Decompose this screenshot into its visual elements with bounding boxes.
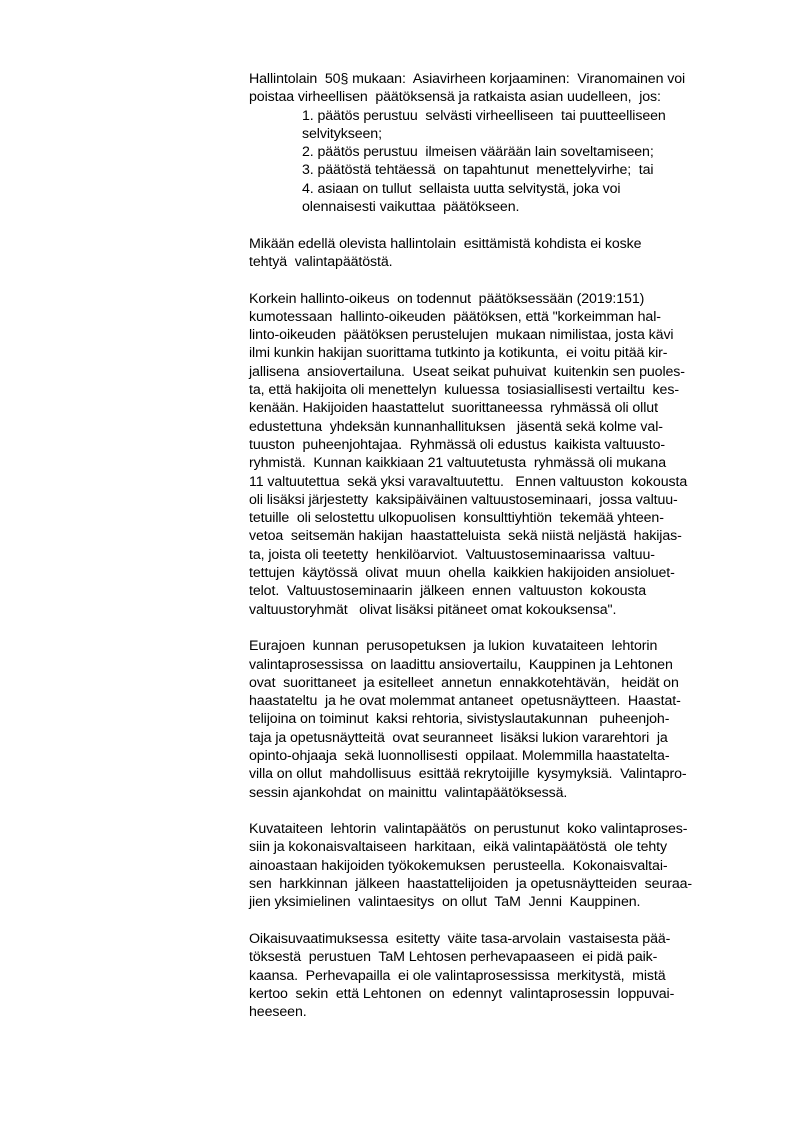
text-line: ryhmistä. Kunnan kaikkiaan 21 valtuutetusta ryhmässä oli mukana bbox=[249, 455, 666, 472]
list-item-line: 3. päätöstä tehtäessä on tapahtunut menettelyvirhe; tai bbox=[302, 162, 654, 179]
text-line: kumotessaan hallinto-oikeuden päätöksen, että "korkeimman hal- bbox=[249, 308, 661, 325]
text-line: oli lisäksi järjestetty kaksipäiväinen valtuustoseminaari, jossa valtuu- bbox=[249, 491, 678, 508]
text-line: Mikään edellä olevista hallintolain esittämistä kohdista ei koske bbox=[249, 235, 642, 252]
text-line: tehtyä valintapäätöstä. bbox=[249, 253, 393, 270]
text-line: Oikaisuvaatimuksessa esitetty väite tasa-arvolain vastaisesta pää- bbox=[249, 930, 671, 947]
paragraph-kho-decision bbox=[249, 290, 729, 619]
list-item-line: selvitykseen; bbox=[302, 125, 382, 142]
text-line: siin ja kokonaisvaltaiseen harkitaan, eikä valintapäätöstä ole tehty bbox=[249, 839, 667, 856]
text-line: haastateltu ja he ovat molemmat antaneet opetusnäytteen. Haastat- bbox=[249, 693, 681, 710]
text-line: villa on ollut mahdollisuus esittää rekrytoijille kysymyksiä. Valintapro- bbox=[249, 766, 687, 783]
list-item bbox=[249, 161, 729, 179]
text-line: töksestä perustuen TaM Lehtosen perhevapaaseen ei pidä paik- bbox=[249, 949, 658, 966]
text-line: jallisena ansiovertailuna. Useat seikat puhuivat kuitenkin sen puoles- bbox=[249, 363, 685, 380]
text-line: Hallintolain 50§ mukaan: Asiavirheen korjaaminen: Viranomainen voi bbox=[249, 71, 686, 87]
paragraph-eurajoki-process bbox=[249, 637, 729, 802]
text-line: ovat suorittaneet ja esitelleet annetun ennakkotehtävän, heidät on bbox=[249, 674, 679, 691]
text-line: valtuustoryhmät olivat lisäksi pitäneet omat kokouksensa". bbox=[249, 601, 617, 618]
list-item-line: 2. päätös perustuu ilmeisen väärään lain soveltamiseen; bbox=[302, 144, 654, 161]
paragraph-selection-decision bbox=[249, 820, 729, 911]
text-line: kenään. Hakijoiden haastattelut suorittaneessa ryhmässä oli ollut bbox=[249, 400, 658, 417]
text-line: Korkein hallinto-oikeus on todennut päätöksessään (2019:151) bbox=[249, 290, 645, 307]
text-line: edustettuna yhdeksän kunnanhallituksen jäsentä sekä kolme val- bbox=[249, 418, 663, 435]
text-line: taja ja opetusnäytteitä ovat seuranneet lisäksi lukion vararehtori ja bbox=[249, 729, 668, 746]
text-line: kertoo sekin että Lehtonen on edennyt valintaprosessin loppuvai- bbox=[249, 985, 675, 1002]
list-item bbox=[249, 180, 729, 217]
list-item bbox=[249, 107, 729, 144]
text-line: vetoa seitsemän hakijan haastatteluista sekä niistä neljästä hakijas- bbox=[249, 528, 682, 545]
text-line: sen harkkinnan jälkeen haastattelijoiden ja opetusnäytteiden seuraa- bbox=[249, 876, 693, 893]
numbered-list bbox=[249, 107, 729, 217]
text-line: poistaa virheellisen päätöksensä ja ratkaista asian uudelleen, jos: bbox=[249, 89, 661, 106]
text-line: jien yksimielinen valintaesitys on ollut TaM Jenni Kauppinen. bbox=[249, 894, 641, 911]
text-line: 11 valtuutettua sekä yksi varavaltuutettu. Ennen valtuuston kokousta bbox=[249, 473, 688, 490]
text-line: linto-oikeuden päätöksen perustelujen mukaan nimilistaa, josta kävi bbox=[249, 327, 674, 344]
list-item bbox=[249, 143, 729, 161]
list-item-line: 1. päätös perustuu selvästi virheelliseen tai puutteelliseen bbox=[302, 107, 666, 124]
list-item-line: olennaisesti vaikuttaa päätökseen. bbox=[302, 199, 520, 216]
text-line: tetuille oli selostettu ulkopuolisen konsulttiyhtiön tekemää yhteen- bbox=[249, 510, 664, 527]
text-line: telijoina on toiminut kaksi rehtoria, sivistyslautakunnan puheenjoh- bbox=[249, 711, 670, 728]
text-line: ainoastaan hakijoiden työkokemuksen perusteella. Kokonaisvaltai- bbox=[249, 857, 668, 874]
document-page bbox=[249, 70, 729, 1040]
text-line: ta, joista oli teetetty henkilöarviot. Valtuustoseminaarissa valtuu- bbox=[249, 546, 655, 563]
paragraph-not-applicable bbox=[249, 235, 729, 272]
text-line: valintaprosessissa on laadittu ansiovertailu, Kauppinen ja Lehtonen bbox=[249, 656, 673, 673]
text-line: Eurajoen kunnan perusopetuksen ja lukion kuvataiteen lehtorin bbox=[249, 638, 658, 655]
paragraph-equality-claim bbox=[249, 930, 729, 1021]
text-line: tuuston puheenjohtajaa. Ryhmässä oli edustus kaikista valtuusto- bbox=[249, 436, 666, 453]
text-line: telot. Valtuustoseminaarin jälkeen ennen valtuuston kokousta bbox=[249, 583, 647, 600]
text-line: ta, että hakijoita oli menettelyn kuluessa tosiasiallisesti vertailtu kes- bbox=[249, 382, 679, 399]
text-line: Kuvataiteen lehtorin valintapäätös on perustunut koko valintaproses- bbox=[249, 821, 688, 838]
text-line: tettujen käytössä olivat muun ohella kaikkien hakijoiden ansioluet- bbox=[249, 565, 675, 582]
text-line: opinto-ohjaaja sekä luonnollisesti oppilaat. Molemmilla haastatelta- bbox=[249, 747, 670, 764]
text-line: heeseen. bbox=[249, 1004, 307, 1021]
text-line: sessin ajankohdat on mainittu valintapäätöksessä. bbox=[249, 784, 568, 801]
list-item-line: 4. asiaan on tullut sellaista uutta selvitystä, joka voi bbox=[302, 180, 621, 197]
paragraph-hallintolaki bbox=[249, 70, 729, 216]
text-line: ilmi kunkin hakijan suorittama tutkinto ja kotikunta, ei voitu pitää kir- bbox=[249, 345, 668, 362]
text-line: kaansa. Perhevapailla ei ole valintaprosessissa merkitystä, mistä bbox=[249, 967, 666, 984]
